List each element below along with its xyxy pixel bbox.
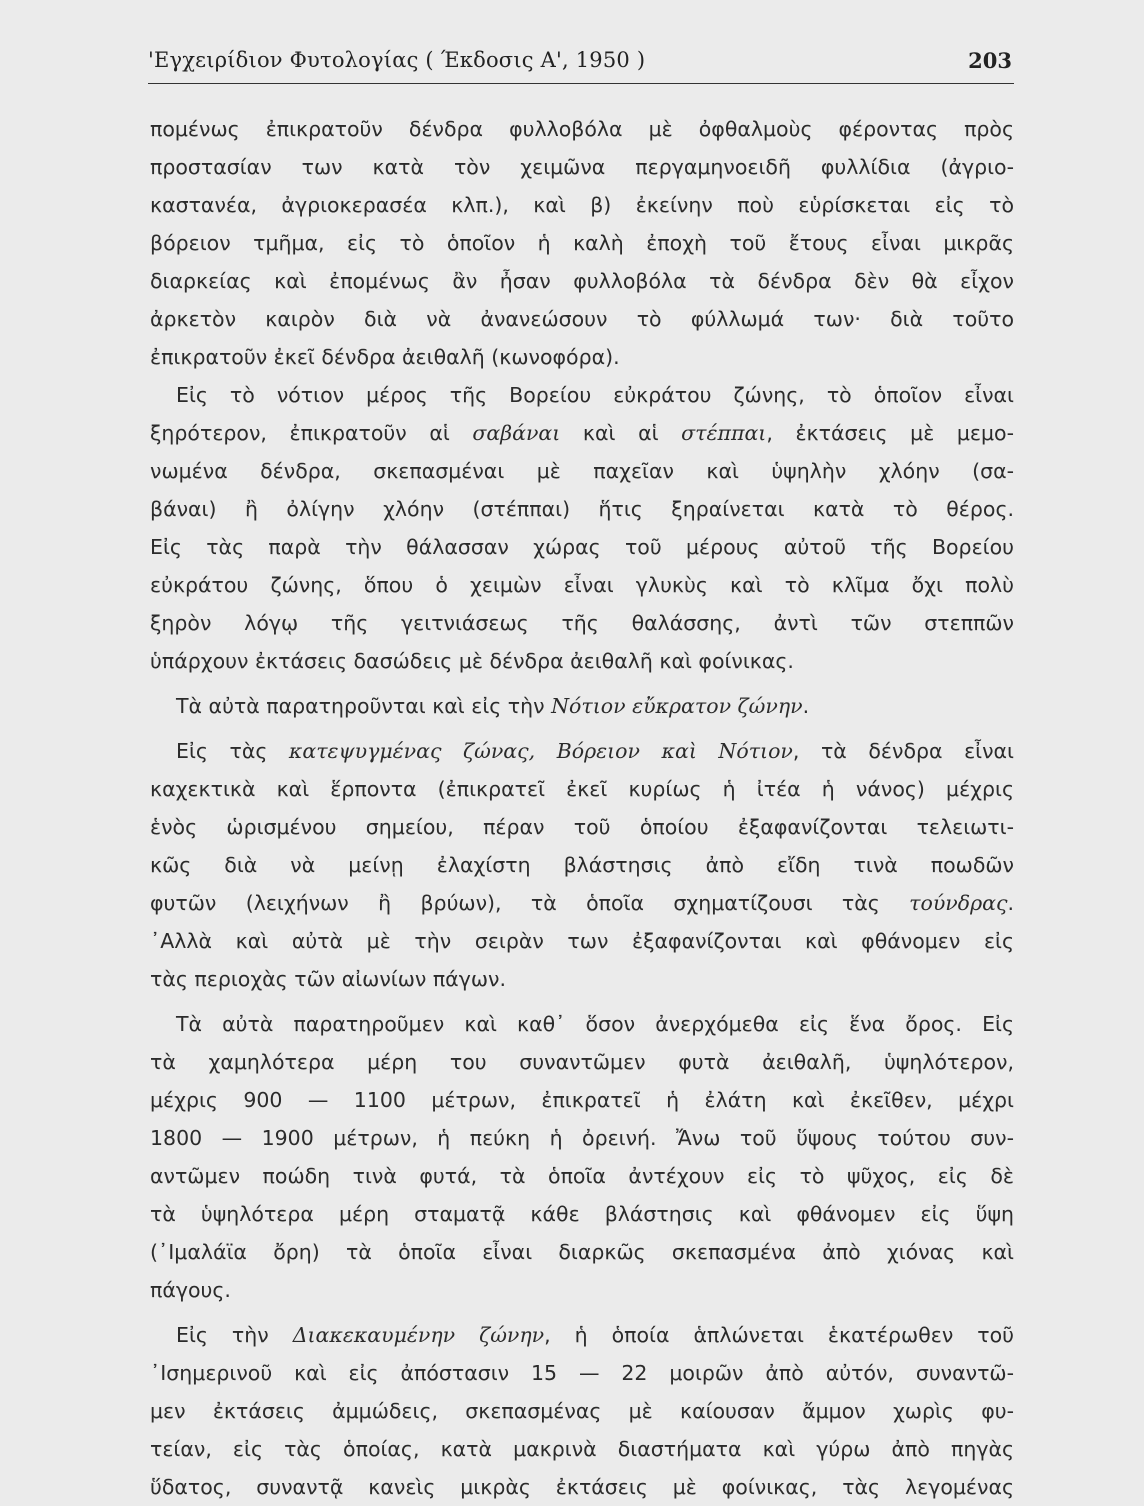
text-run: διαρκείας καὶ ἐπομένως ἂν ἦσαν φυλλοβόλα τὰ δένδρα δὲν θὰ εἶχον	[150, 269, 1014, 293]
text-run: Εἰς τὰς παρὰ τὴν θάλασσαν χώρας τοῦ μέρους αὐτοῦ τῆς Βορείου	[150, 535, 1014, 559]
text-run: βόρειον τμῆμα, εἰς τὸ ὁποῖον ἡ καλὴ ἐποχὴ τοῦ ἔτους εἶναι μικρᾶς	[150, 231, 1014, 255]
text-run: ᾿Ισημερινοῦ καὶ εἰς ἀπόστασιν 15 — 22 μοιρῶν ἀπὸ αὐτόν, συναντῶ-	[150, 1361, 1014, 1385]
text-run: τὰς περιοχὰς τῶν αἰωνίων πάγων.	[150, 967, 506, 991]
text-run: εὐκράτου ζώνης, ὅπου ὁ χειμὼν εἶναι γλυκὺς καὶ τὸ κλῖμα ὄχι πολὺ	[150, 573, 1014, 597]
text-run: τείαν, εἰς τὰς ὁποίας, κατὰ μακρινὰ διαστήματα καὶ γύρω ἀπὸ πηγὰς	[150, 1437, 1014, 1461]
text-line	[150, 376, 1014, 414]
text-run: ξηρὸν λόγῳ τῆς γειτνιάσεως τῆς θαλάσσης, ἀντὶ τῶν στεππῶν	[150, 611, 1014, 635]
text-line	[150, 922, 1014, 960]
text-line	[150, 262, 1014, 300]
text-run: .	[1007, 891, 1014, 915]
text-run: κῶς διὰ νὰ μείνῃ ἐλαχίστη βλάστησις ἀπὸ εἴδη τινὰ ποωδῶν	[150, 853, 1014, 877]
text-line	[150, 1354, 1014, 1392]
text-line	[150, 1157, 1014, 1195]
text-run: καστανέα, ἀγριοκερασέα κλπ.), καὶ β) ἐκείνην ποὺ εὑρίσκεται εἰς τὸ	[150, 193, 1014, 217]
text-line	[150, 808, 1014, 846]
text-line	[150, 687, 1014, 725]
text-line	[150, 1271, 1014, 1309]
text-line	[150, 1005, 1014, 1043]
text-run: ξηρότερον, ἐπικρατοῦν αἱ	[150, 421, 473, 445]
text-run: καχεκτικὰ καὶ ἕρποντα (ἐπικρατεῖ ἐκεῖ κυρίως ἡ ἰτέα ἡ νάνος) μέχρις	[150, 777, 1014, 801]
italic-term: Διακεκαυμένην ζώνην	[292, 1323, 545, 1347]
text-line	[150, 110, 1014, 148]
italic-term: σαβάναι	[472, 421, 561, 445]
text-run: νωμένα δένδρα, σκεπασμέναι μὲ παχεῖαν καὶ ὑψηλὴν χλόην (σα-	[150, 459, 1014, 483]
header-rule	[148, 83, 1014, 84]
text-run: ᾿Αλλὰ καὶ αὐτὰ μὲ τὴν σειρὰν των ἐξαφανίζονται καὶ φθάνομεν εἰς	[150, 929, 1014, 953]
header-title: 'Εγχειρίδιον Φυτολογίας ( Έκδοσις Α', 1950 )	[148, 48, 646, 72]
text-line	[150, 414, 1014, 452]
text-line	[150, 846, 1014, 884]
text-line	[150, 1430, 1014, 1468]
text-run: προστασίαν των κατὰ τὸν χειμῶνα περγαμηνοειδῆ φυλλίδια (ἀγριο-	[150, 155, 1014, 179]
text-run: τὰ χαμηλότερα μέρη του συναντῶμεν φυτὰ ἀειθαλῆ, ὑψηλότερον,	[150, 1050, 1014, 1074]
text-run: βάναι) ἢ ὀλίγην χλόην (στέππαι) ἥτις ξηραίνεται κατὰ τὸ θέρος.	[150, 497, 1014, 521]
text-line	[150, 338, 1014, 376]
text-run: Εἰς τὴν	[176, 1323, 293, 1347]
text-line	[150, 452, 1014, 490]
text-run: καὶ αἱ	[560, 421, 682, 445]
text-line	[150, 1043, 1014, 1081]
text-run: , τὰ δένδρα εἶναι	[792, 739, 1014, 763]
text-run: ἀρκετὸν καιρὸν διὰ νὰ ἀνανεώσουν τὸ φύλλωμά των· διὰ τοῦτο	[150, 307, 1014, 331]
text-line	[150, 490, 1014, 528]
running-header	[148, 48, 1014, 88]
text-line	[150, 300, 1014, 338]
text-line	[150, 732, 1014, 770]
text-run: (᾿Ιμαλάϊα ὄρη) τὰ ὁποῖα εἶναι διαρκῶς σκεπασμένα ἀπὸ χιόνας καὶ	[150, 1240, 1014, 1264]
text-run: αντῶμεν ποώδη τινὰ φυτά, τὰ ὁποῖα ἀντέχουν εἰς τὸ ψῦχος, εἰς δὲ	[150, 1164, 1014, 1188]
italic-term: κατεψυγμένας ζώνας, Βόρειον καὶ Νότιον	[288, 739, 793, 763]
text-run: Τὰ αὐτὰ παρατηροῦμεν καὶ καθ᾿ ὅσον ἀνερχόμεθα εἰς ἕνα ὄρος. Εἰς	[176, 1012, 1014, 1036]
text-run: Εἰς τὰς	[176, 739, 289, 763]
text-line	[150, 528, 1014, 566]
text-run: , ἐκτάσεις μὲ μεμο-	[766, 421, 1014, 445]
page-number: 203	[968, 48, 1012, 73]
text-run: , ἡ ὁποία ἁπλώνεται ἑκατέρωθεν τοῦ	[544, 1323, 1014, 1347]
text-line	[150, 566, 1014, 604]
paragraph-gap	[150, 680, 1014, 687]
text-line	[150, 1316, 1014, 1354]
text-run: φυτῶν (λειχήνων ἢ βρύων), τὰ ὁποῖα σχηματίζουσι τὰς	[150, 891, 910, 915]
text-line	[150, 884, 1014, 922]
paragraph-gap	[150, 1309, 1014, 1316]
body-text	[150, 110, 1014, 1506]
text-line	[150, 186, 1014, 224]
text-run: 1800 — 1900 μέτρων, ἡ πεύκη ἡ ὀρεινή. Ἄνω τοῦ ὕψους τούτου συν-	[150, 1126, 1014, 1150]
text-run: ἑνὸς ὡρισμένου σημείου, πέραν τοῦ ὁποίου ἐξαφανίζονται τελειωτι-	[150, 815, 1014, 839]
italic-term: Νότιον εὔκρατον ζώνην	[551, 694, 803, 718]
italic-term: στέππαι	[681, 421, 767, 445]
text-line	[150, 1195, 1014, 1233]
text-line	[150, 1468, 1014, 1506]
text-run: Εἰς τὸ νότιον μέρος τῆς Βορείου εὐκράτου ζώνης, τὸ ὁποῖον εἶναι	[176, 383, 1014, 407]
text-line	[150, 770, 1014, 808]
text-run: τὰ ὑψηλότερα μέρη σταματᾷ κάθε βλάστησις καὶ φθάνομεν εἰς ὕψη	[150, 1202, 1014, 1226]
text-run: ἐπικρατοῦν ἐκεῖ δένδρα ἀειθαλῆ (κωνοφόρα).	[150, 345, 620, 369]
paragraph-gap	[150, 725, 1014, 732]
text-line	[150, 1233, 1014, 1271]
text-line	[150, 1392, 1014, 1430]
text-line	[150, 224, 1014, 262]
text-run: ὕδατος, συναντᾷ κανεὶς μικρὰς ἐκτάσεις μὲ φοίνικας, τὰς λεγομένας	[150, 1475, 1014, 1499]
text-run: ὑπάρχουν ἐκτάσεις δασώδεις μὲ δένδρα ἀειθαλῆ καὶ φοίνικας.	[150, 649, 794, 673]
italic-term: τούνδρας	[909, 891, 1008, 915]
text-line	[150, 642, 1014, 680]
text-run: .	[802, 694, 810, 718]
text-line	[150, 148, 1014, 186]
text-run: Τὰ αὐτὰ παρατηροῦνται καὶ εἰς τὴν	[176, 694, 552, 718]
text-run: πάγους.	[150, 1278, 231, 1302]
text-run: μεν ἐκτάσεις ἀμμώδεις, σκεπασμένας μὲ καίουσαν ἄμμον χωρὶς φυ-	[150, 1399, 1014, 1423]
text-line	[150, 960, 1014, 998]
paragraph-gap	[150, 998, 1014, 1005]
text-line	[150, 1081, 1014, 1119]
text-line	[150, 1119, 1014, 1157]
text-line	[150, 604, 1014, 642]
text-run: πομένως ἐπικρατοῦν δένδρα φυλλοβόλα μὲ ὀφθαλμοὺς φέροντας πρὸς	[150, 117, 1014, 141]
text-run: μέχρις 900 — 1100 μέτρων, ἐπικρατεῖ ἡ ἐλάτη καὶ ἐκεῖθεν, μέχρι	[150, 1088, 1014, 1112]
